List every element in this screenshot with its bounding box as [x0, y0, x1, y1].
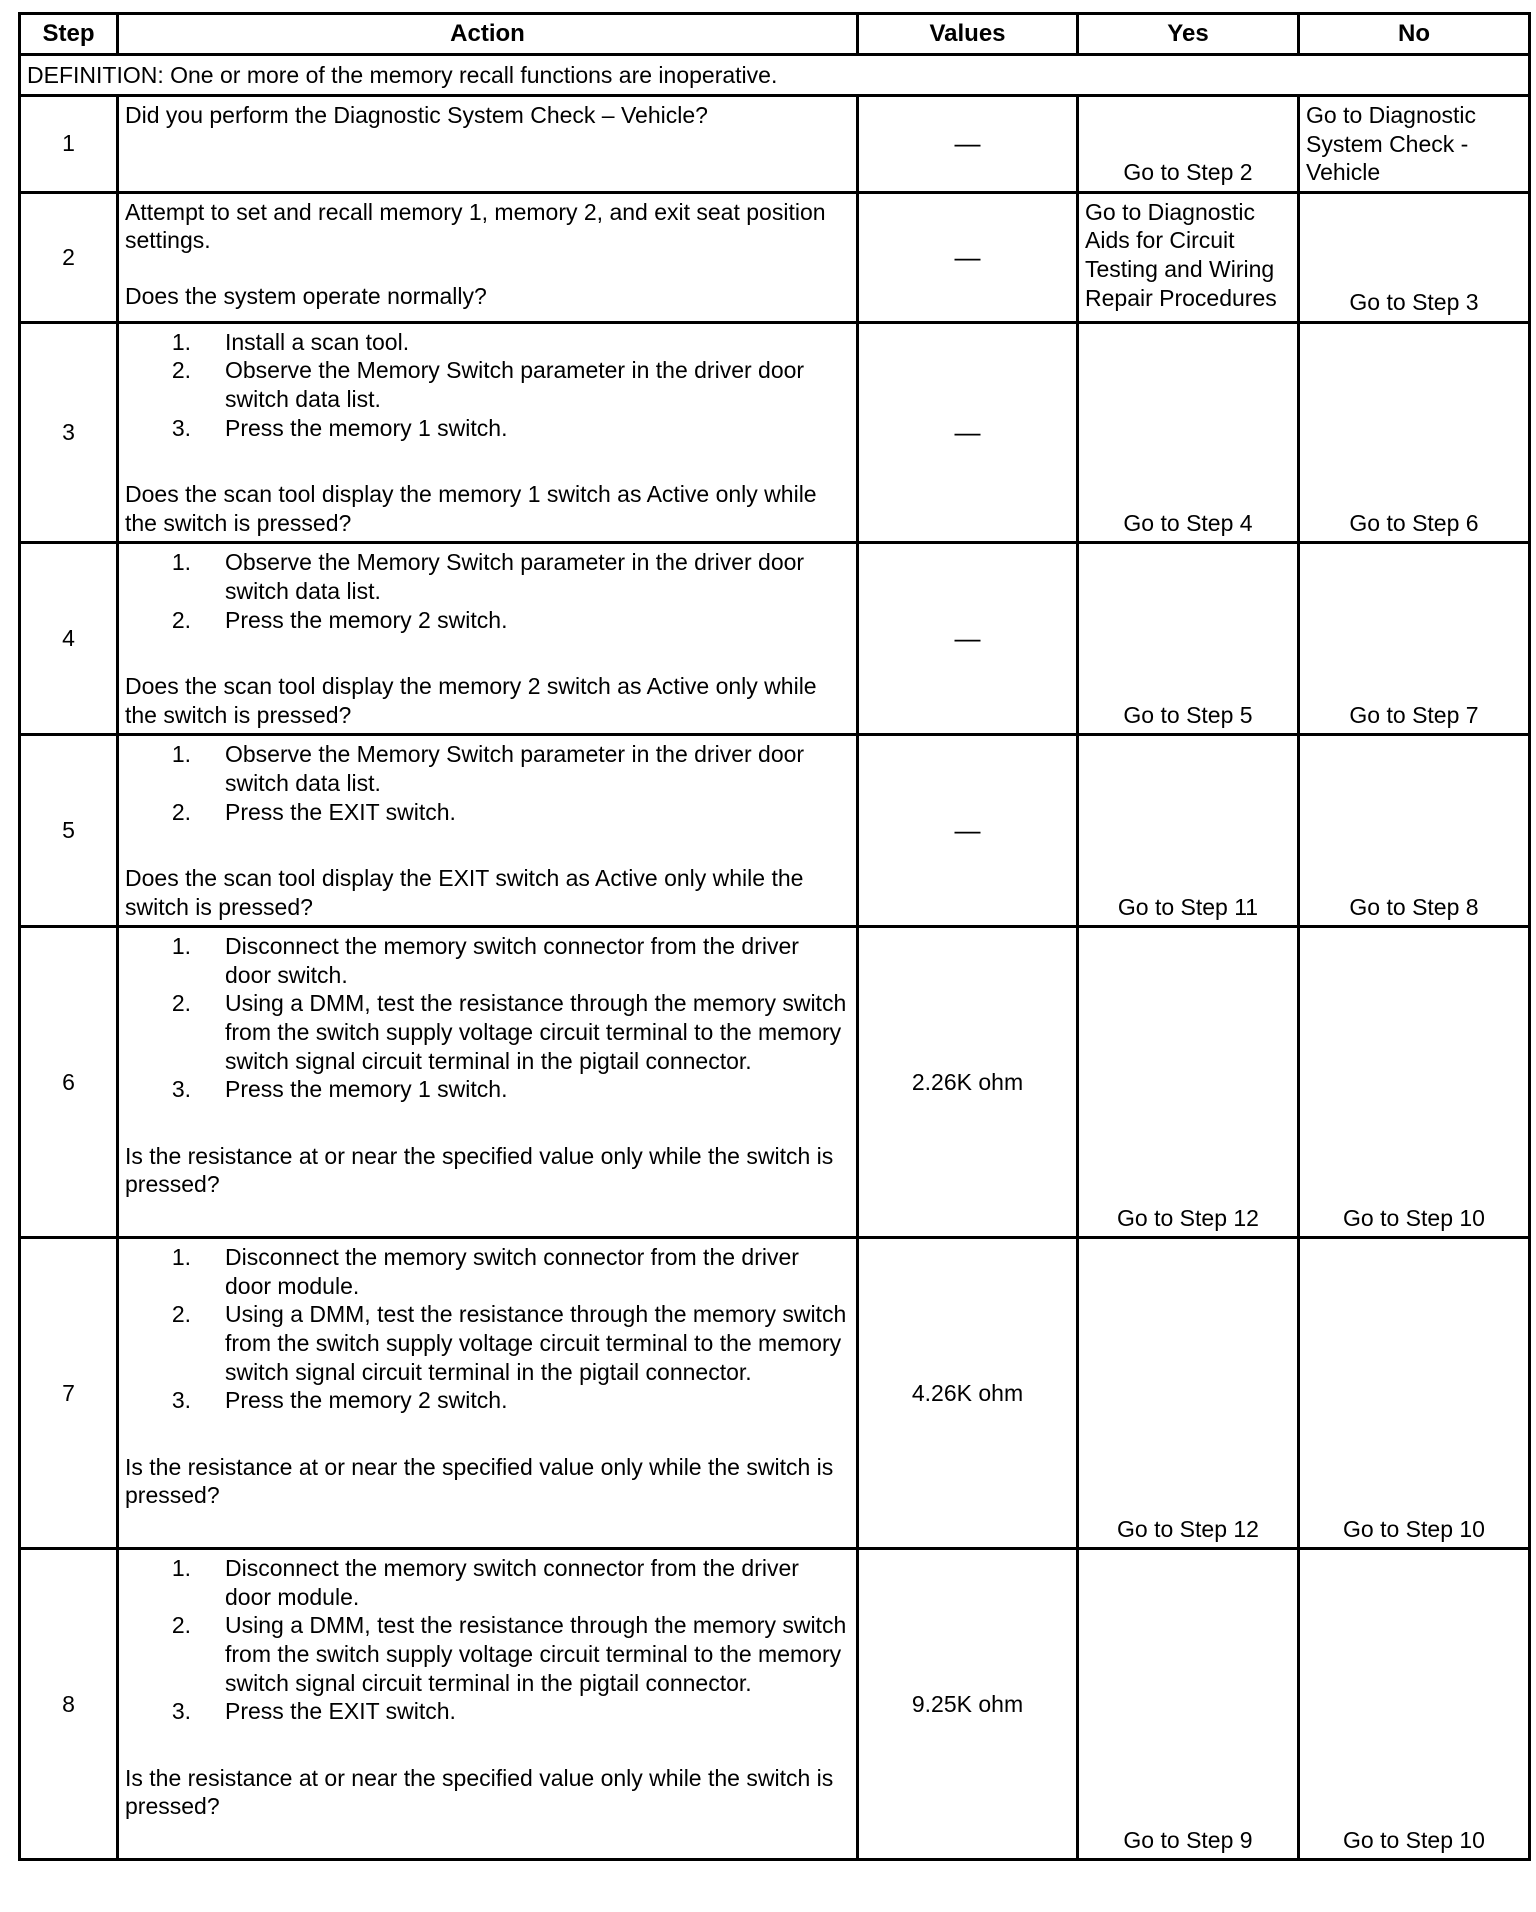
definition-text: DEFINITION: One or more of the memory recall functions are inoperative. [20, 55, 1530, 96]
list-item [125, 1075, 850, 1104]
step-item-number: 3. [171, 1076, 191, 1103]
step-item-number: 2. [171, 606, 191, 633]
list-item [125, 328, 850, 357]
list-item [125, 548, 850, 605]
table-row [20, 1238, 1530, 1549]
yes-cell: Go to Step 4 [1078, 322, 1299, 543]
step-item-number: 1. [171, 741, 191, 768]
step-item-number: 2. [171, 357, 191, 384]
yes-cell: Go to Step 12 [1078, 1238, 1299, 1549]
diagnostic-table [18, 12, 1531, 1861]
value-text: — [954, 417, 981, 448]
no-cell: Go to Step 3 [1299, 192, 1530, 322]
value-cell [858, 543, 1078, 735]
table-row [20, 1549, 1530, 1860]
step-item-text: Install a scan tool. [225, 328, 410, 355]
list-item [125, 1697, 850, 1726]
action-intro: Attempt to set and recall memory 1, memory 2, and exit seat position settings. [125, 198, 826, 254]
header-yes: Yes [1078, 14, 1299, 55]
action-question: Does the system operate normally? [125, 282, 487, 309]
definition-row [20, 55, 1530, 96]
step-item-number: 1. [171, 549, 191, 576]
action-question: Is the resistance at or near the specified value only while the switch is pressed? [125, 1453, 834, 1509]
action-cell [118, 735, 858, 927]
header-row [20, 14, 1530, 55]
step-number: 7 [20, 1238, 118, 1549]
step-item-text: Using a DMM, test the resistance through the memory switch from the switch supply voltage circuit terminal to the memory switch signal circuit terminal in the pigtail connector. [225, 1301, 847, 1385]
table-row [20, 735, 1530, 927]
list-item [125, 989, 850, 1075]
no-cell: Go to Step 6 [1299, 322, 1530, 543]
yes-cell: Go to Step 2 [1078, 96, 1299, 193]
value-cell [858, 1549, 1078, 1860]
no-cell: Go to Step 10 [1299, 1549, 1530, 1860]
value-cell [858, 96, 1078, 193]
list-item [125, 798, 850, 827]
step-item-number: 3. [171, 414, 191, 441]
step-number: 1 [20, 96, 118, 193]
list-item [125, 1554, 850, 1611]
list-item [125, 414, 850, 443]
action-question: Does the scan tool display the memory 1 switch as Active only while the switch is pressed? [125, 481, 817, 536]
step-item-text: Press the EXIT switch. [225, 798, 456, 825]
step-item-number: 2. [171, 1301, 191, 1328]
value-text: — [954, 241, 981, 272]
action-steps [125, 1554, 850, 1726]
table-row [20, 927, 1530, 1238]
step-item-text: Press the EXIT switch. [225, 1698, 456, 1725]
value-text: — [954, 623, 981, 654]
step-item-number: 2. [171, 1612, 191, 1639]
step-item-text: Press the memory 2 switch. [225, 606, 508, 633]
header-step: Step [20, 14, 118, 55]
yes-cell: Go to Diagnostic Aids for Circuit Testing and Wiring Repair Procedures [1078, 192, 1299, 322]
no-cell: Go to Step 10 [1299, 927, 1530, 1238]
step-item-text: Observe the Memory Switch parameter in the driver door switch data list. [225, 741, 805, 796]
step-item-number: 3. [171, 1698, 191, 1725]
table-row [20, 96, 1530, 193]
no-cell: Go to Step 8 [1299, 735, 1530, 927]
diagnostic-table-document [18, 12, 1528, 1861]
step-item-text: Using a DMM, test the resistance through the memory switch from the switch supply voltage circuit terminal to the memory switch signal circuit terminal in the pigtail connector. [225, 990, 847, 1074]
value-cell [858, 1238, 1078, 1549]
action-steps [125, 932, 850, 1104]
action-question: Does the scan tool display the EXIT switch as Active only while the switch is pressed? [125, 865, 804, 920]
action-cell [118, 96, 858, 193]
step-item-number: 2. [171, 798, 191, 825]
action-steps [125, 1243, 850, 1415]
value-text: — [954, 815, 981, 846]
action-steps [125, 740, 850, 826]
step-item-text: Press the memory 2 switch. [225, 1387, 508, 1414]
action-steps [125, 548, 850, 634]
step-item-number: 2. [171, 990, 191, 1017]
action-intro: Did you perform the Diagnostic System Check – Vehicle? [125, 102, 708, 128]
list-item [125, 606, 850, 635]
step-item-number: 1. [171, 1555, 191, 1582]
action-cell [118, 1238, 858, 1549]
no-cell: Go to Step 7 [1299, 543, 1530, 735]
step-item-text: Disconnect the memory switch connector from the driver door module. [225, 1555, 799, 1610]
list-item [125, 1611, 850, 1697]
step-item-text: Observe the Memory Switch parameter in the driver door switch data list. [225, 357, 805, 412]
step-item-number: 1. [171, 933, 191, 960]
step-item-number: 1. [171, 1244, 191, 1271]
action-question: Is the resistance at or near the specified value only while the switch is pressed? [125, 1764, 834, 1820]
header-values: Values [858, 14, 1078, 55]
table-row [20, 543, 1530, 735]
value-text: 4.26K ohm [911, 1379, 1024, 1406]
step-number: 5 [20, 735, 118, 927]
list-item [125, 1243, 850, 1300]
value-cell [858, 322, 1078, 543]
step-item-text: Press the memory 1 switch. [225, 1076, 508, 1103]
table-row [20, 322, 1530, 543]
step-item-text: Observe the Memory Switch parameter in the driver door switch data list. [225, 549, 805, 604]
action-cell [118, 1549, 858, 1860]
step-item-text: Disconnect the memory switch connector from the driver door switch. [225, 933, 799, 988]
list-item [125, 932, 850, 989]
step-item-number: 3. [171, 1387, 191, 1414]
yes-cell: Go to Step 5 [1078, 543, 1299, 735]
value-text: 2.26K ohm [911, 1068, 1024, 1095]
no-cell: Go to Diagnostic System Check - Vehicle [1299, 96, 1530, 193]
action-question: Is the resistance at or near the specified value only while the switch is pressed? [125, 1142, 834, 1198]
no-cell: Go to Step 10 [1299, 1238, 1530, 1549]
action-cell [118, 192, 858, 322]
list-item [125, 356, 850, 413]
header-no: No [1299, 14, 1530, 55]
table-row [20, 192, 1530, 322]
action-steps [125, 328, 850, 442]
step-number: 3 [20, 322, 118, 543]
step-number: 2 [20, 192, 118, 322]
step-item-text: Press the memory 1 switch. [225, 414, 508, 441]
list-item [125, 1300, 850, 1386]
value-cell [858, 735, 1078, 927]
action-cell [118, 322, 858, 543]
yes-cell: Go to Step 11 [1078, 735, 1299, 927]
value-cell [858, 192, 1078, 322]
action-cell [118, 543, 858, 735]
value-text: — [954, 128, 981, 159]
step-number: 8 [20, 1549, 118, 1860]
step-item-number: 1. [171, 328, 191, 355]
action-cell [118, 927, 858, 1238]
action-question: Does the scan tool display the memory 2 switch as Active only while the switch is pressed? [125, 673, 817, 728]
yes-cell: Go to Step 9 [1078, 1549, 1299, 1860]
list-item [125, 1386, 850, 1415]
header-action: Action [118, 14, 858, 55]
value-text: 9.25K ohm [911, 1690, 1024, 1717]
step-item-text: Disconnect the memory switch connector from the driver door module. [225, 1244, 799, 1299]
yes-cell: Go to Step 12 [1078, 927, 1299, 1238]
step-item-text: Using a DMM, test the resistance through the memory switch from the switch supply voltage circuit terminal to the memory switch signal circuit terminal in the pigtail connector. [225, 1612, 847, 1696]
step-number: 4 [20, 543, 118, 735]
list-item [125, 740, 850, 797]
value-cell [858, 927, 1078, 1238]
step-number: 6 [20, 927, 118, 1238]
